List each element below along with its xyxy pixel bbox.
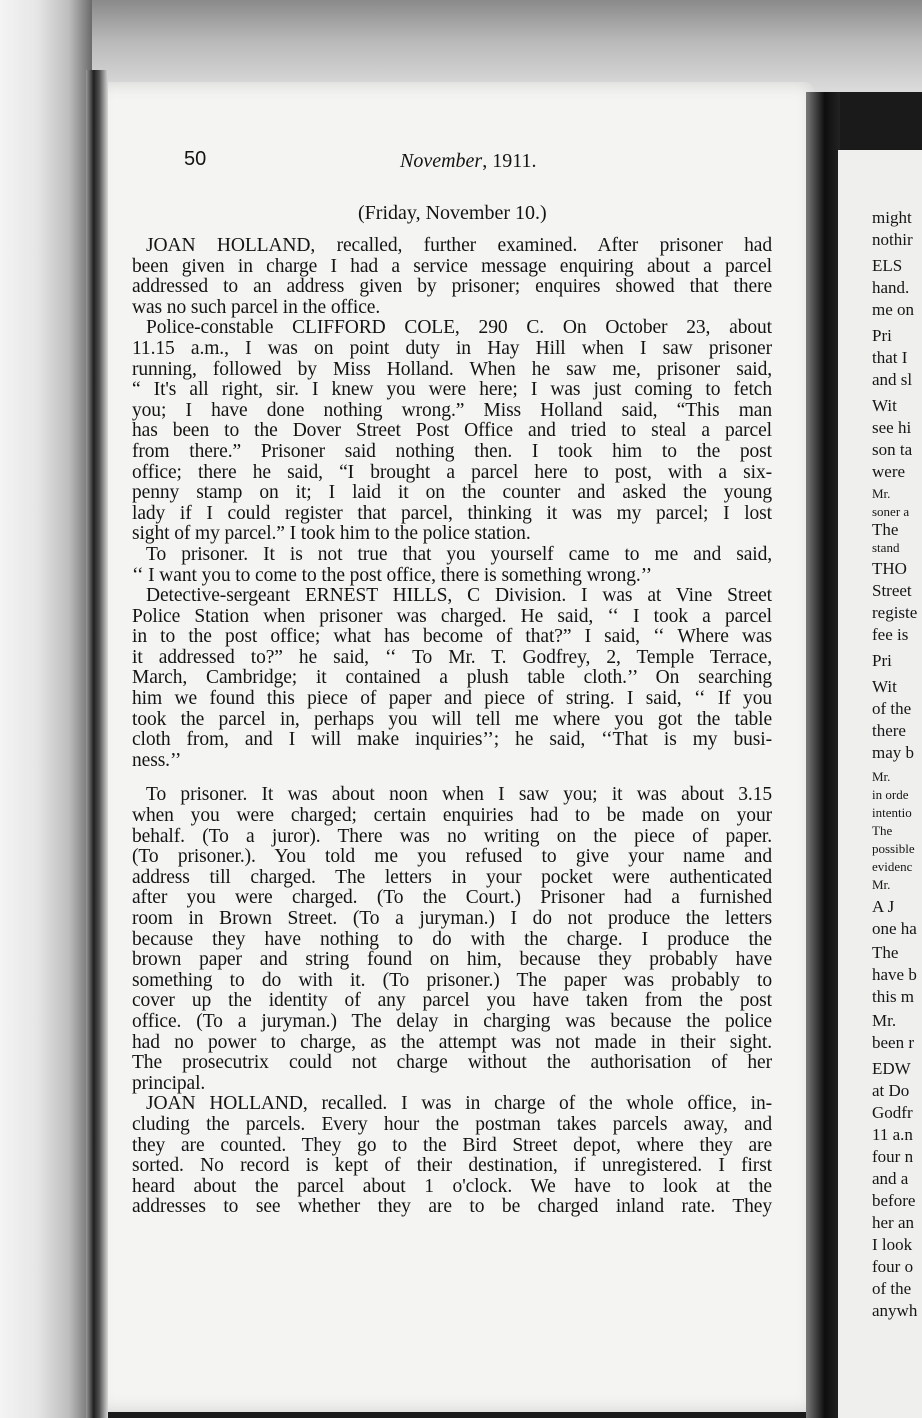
facing-page-fragment: Pri <box>872 326 892 345</box>
text-line: Detective-sergeant ERNEST HILLS, C Division. I was at Vine Street <box>146 585 772 607</box>
facing-page-fragment: that I <box>872 348 908 367</box>
text-line: (To prisoner.). You told me you refused to give your name and <box>132 846 772 868</box>
facing-page-fragment: son ta <box>872 440 913 459</box>
scan-top-border <box>0 0 922 92</box>
running-head-year: , 1911. <box>482 150 537 172</box>
facing-page-fragment: were <box>872 462 906 481</box>
facing-page-fragment: Mr. <box>872 877 891 892</box>
facing-page-fragment: me on <box>872 300 915 319</box>
facing-page-fragment: and a <box>872 1169 909 1188</box>
facing-page-fragment: fee is <box>872 625 909 644</box>
facing-page-fragment: Mr. <box>872 486 891 501</box>
running-head-month: November <box>400 150 483 172</box>
running-header <box>132 148 772 182</box>
text-line: it addressed to?” he said, ‘‘ To Mr. T. Godfrey, 2, Temple Terrace, <box>132 646 772 668</box>
text-line: had no power to charge, as the attempt was not made in their sight. <box>132 1031 772 1053</box>
facing-page-fragment: intentio <box>872 805 912 820</box>
facing-page-fragment: and sl <box>872 370 913 389</box>
body-text <box>132 236 772 1218</box>
text-line: JOAN HOLLAND, recalled, further examined. After prisoner had <box>146 235 772 256</box>
text-line: The prosecutrix could not charge without the authorisation of her <box>132 1052 772 1074</box>
paragraph-gap <box>132 771 772 785</box>
facing-page-fragment: might <box>872 208 912 227</box>
text-line: office; there he said, “I brought a parcel here to post, with a six- <box>132 461 772 483</box>
scan-left-border <box>0 0 92 1418</box>
text-line: JOAN HOLLAND, recalled. I was in charge of the whole office, in- <box>146 1093 772 1115</box>
running-head-date <box>400 150 536 173</box>
text-line: March, Cambridge; it contained a plush table cloth.’’ On searching <box>132 667 772 689</box>
page-content <box>132 148 772 1218</box>
facing-page-fragment: of the <box>872 699 912 718</box>
text-line: was no such parcel in the office. <box>132 296 381 318</box>
text-line: “ It's all right, sir. I knew you were here; I was just coming to fetch <box>132 379 772 401</box>
facing-page-fragment: four n <box>872 1147 914 1166</box>
text-line: sorted. No record is kept of their destination, if unregistered. I first <box>132 1155 772 1177</box>
facing-page-fragment: A J <box>872 897 895 916</box>
text-line: something to do with it. (To prisoner.) The paper was probably to <box>132 969 772 991</box>
text-line: room in Brown Street. (To a juryman.) I do not produce the letters <box>132 908 772 929</box>
facing-page-fragment: may b <box>872 743 915 762</box>
text-line: principal. <box>132 1072 206 1094</box>
text-line: they are counted. They go to the Bird Street depot, where they are <box>132 1134 772 1156</box>
facing-page-fragment: Pri <box>872 651 892 670</box>
facing-page-fragment: The <box>872 823 893 838</box>
facing-page-fragment: been r <box>872 1033 915 1052</box>
facing-page-fragment: her an <box>872 1213 915 1232</box>
facing-page-fragment: The <box>872 943 899 962</box>
text-line: took the parcel in, perhaps you will tell me where you got the table <box>132 708 772 730</box>
facing-page-fragment: 11 a.n <box>872 1125 913 1144</box>
facing-page-fragment: one ha <box>872 919 917 938</box>
facing-page-fragment: Wit <box>872 677 897 696</box>
facing-page-fragment: hand. <box>872 278 910 297</box>
text-line: cover up the identity of any parcel you have taken from the post <box>132 990 772 1012</box>
book-spine-shadow <box>86 70 108 1418</box>
text-line: cluding the parcels. Every hour the postman takes parcels away, and <box>132 1113 772 1135</box>
facing-page-fragment: at Do <box>872 1081 910 1100</box>
facing-page-fragment: Wit <box>872 396 897 415</box>
date-heading: (Friday, November 10.) <box>358 202 547 224</box>
facing-page-fragment: Mr. <box>872 1011 897 1030</box>
text-line: behalf. (To a juror). There was no writing on the piece of paper. <box>132 825 772 847</box>
text-line: ‘‘ I want you to come to the post office, there is something wrong.’’ <box>132 564 653 586</box>
text-line: after you were charged. (To the Court.) Prisoner had a furnished <box>132 887 772 909</box>
text-line: addresses to see whether they are to be charged inland rate. They <box>132 1196 772 1218</box>
text-line: Police-constable CLIFFORD COLE, 290 C. On October 23, about <box>146 317 772 339</box>
text-line: brown paper and string found on him, because they probably have <box>132 949 772 971</box>
facing-page-fragment: this m <box>872 987 915 1006</box>
text-line: heard about the parcel about 1 o'clock. We have to look at the <box>132 1175 772 1197</box>
facing-page-fragment: of the <box>872 1279 912 1298</box>
book-gutter <box>806 92 840 1418</box>
facing-page-fragment: The <box>872 520 899 539</box>
text-line: penny stamp on it; I laid it on the counter and asked the young <box>132 482 772 504</box>
facing-page-fragment: stand <box>872 540 900 555</box>
facing-page-fragment: nothir <box>872 230 913 249</box>
text-line: him we found this piece of paper and piece of string. I said, ‘‘ If you <box>132 688 772 710</box>
facing-page-fragment: registe <box>872 603 918 622</box>
facing-page-fragment: Godfr <box>872 1103 913 1122</box>
text-line: addressed to an address given by prisoner; enquires showed that there <box>132 276 772 298</box>
facing-page-fragment: I look <box>872 1235 913 1254</box>
text-line: sight of my parcel.” I took him to the police station. <box>132 523 531 545</box>
text-line: when you were charged; certain enquiries had to be made on your <box>132 805 772 827</box>
text-line: in to the post office; what has become of that?” I said, ‘‘ Where was <box>132 626 772 648</box>
facing-page-fragment: Mr. <box>872 769 891 784</box>
text-line: office. (To a juryman.) The delay in charging was because the police <box>132 1010 772 1032</box>
facing-page-fragment: anywh <box>872 1301 918 1320</box>
text-line: Police Station when prisoner was charged. He said, ‘‘ I took a parcel <box>132 605 772 627</box>
facing-page-fragment: soner a <box>872 504 910 519</box>
page-number: 50 <box>184 148 207 170</box>
text-line: been given in charge I had a service message enquiring about a parcel <box>132 255 772 277</box>
text-line: because they have nothing to do with the charge. I produce the <box>132 928 772 950</box>
facing-page-fragment: in orde <box>872 787 909 802</box>
text-line: To prisoner. It was about noon when I saw you; it was about 3.15 <box>146 784 772 806</box>
facing-page-fragment: see hi <box>872 418 912 437</box>
text-line: cloth from, and I will make inquiries’’; he said, ‘‘That is my busi- <box>132 729 772 751</box>
facing-page-fragment: four o <box>872 1257 914 1276</box>
facing-page-fragment: ELS <box>872 256 903 275</box>
text-line: ness.’’ <box>132 749 182 771</box>
text-line: lady if I could register that parcel, thinking it was my parcel; I lost <box>132 502 772 524</box>
facing-page-fragment: have b <box>872 965 917 984</box>
text-line: 11.15 a.m., I was on point duty in Hay Hill when I saw prisoner <box>132 337 772 359</box>
facing-page-fragment: before <box>872 1191 916 1210</box>
facing-page-fragment: THO <box>872 559 907 578</box>
text-line: has been to the Dover Street Post Office and tried to steal a parcel <box>132 420 772 442</box>
text-line: running, followed by Miss Holland. When he saw me, prisoner said, <box>132 358 772 380</box>
facing-page-fragment: evidenc <box>872 859 913 874</box>
text-line: To prisoner. It is not true that you yourself came to me and said, <box>146 543 772 565</box>
text-line: from there.” Prisoner said nothing then. I took him to the post <box>132 440 772 462</box>
facing-page-fragment: Street <box>872 581 912 600</box>
facing-page-fragment: there <box>872 721 906 740</box>
facing-page-fragment: possible <box>872 841 915 856</box>
facing-page-fragment: EDW <box>872 1059 911 1078</box>
text-line: you; I have done nothing wrong.” Miss Holland said, “This man <box>132 399 772 421</box>
text-line: address till charged. The letters in your pocket were authenticated <box>132 866 772 888</box>
